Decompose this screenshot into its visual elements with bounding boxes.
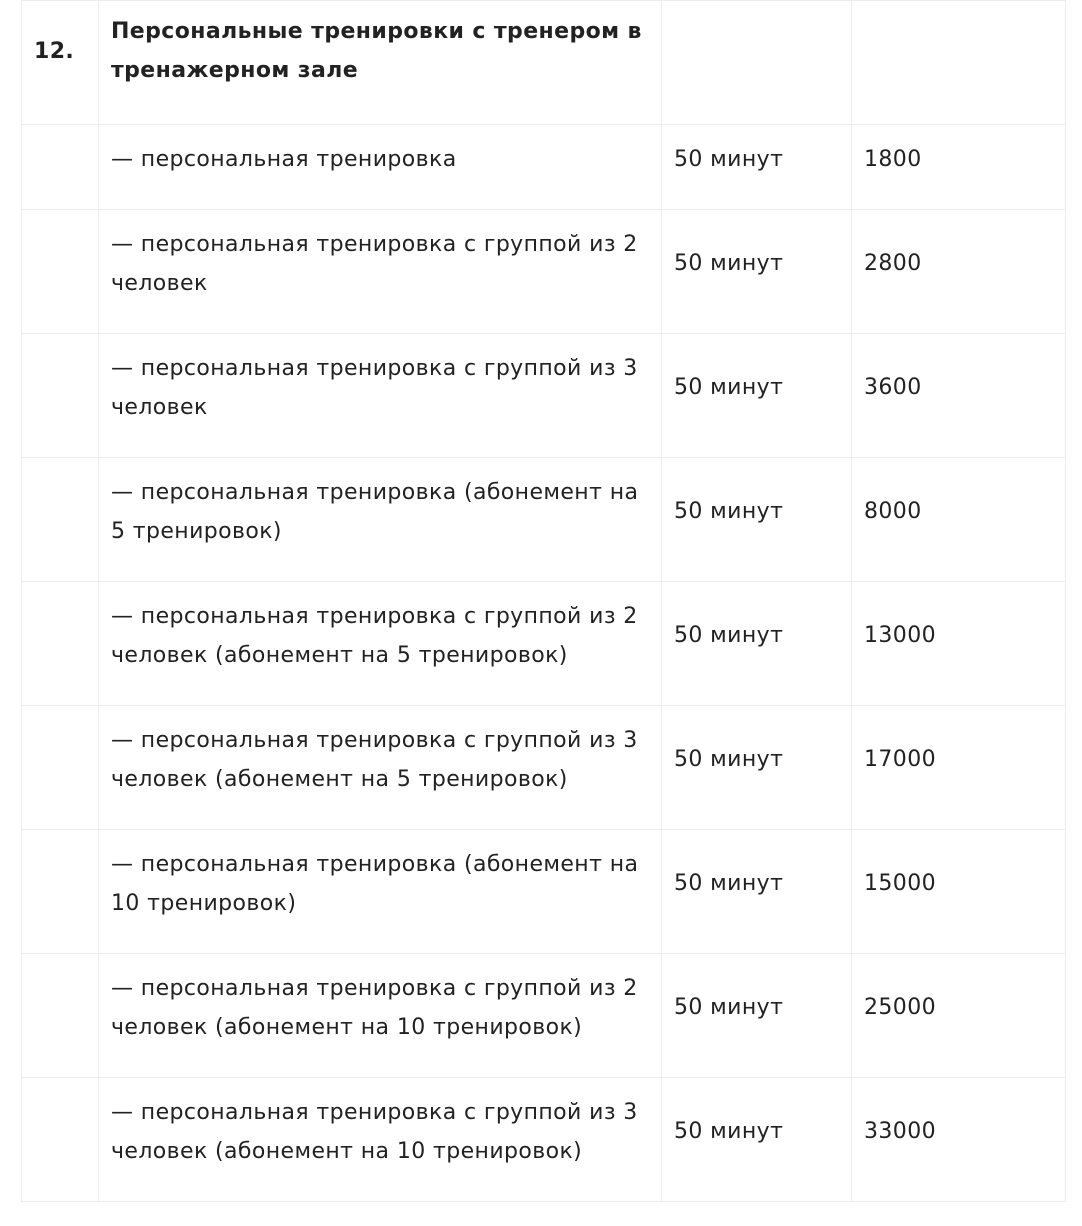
price-table xyxy=(21,0,1066,1202)
service-duration: 50 минут xyxy=(662,954,852,1078)
empty-cell xyxy=(22,1078,99,1202)
service-duration: 50 минут xyxy=(662,1078,852,1202)
table-row xyxy=(22,1078,1066,1202)
empty-cell xyxy=(22,954,99,1078)
service-price: 13000 xyxy=(852,582,1066,706)
service-duration: 50 минут xyxy=(662,830,852,954)
empty-cell xyxy=(22,706,99,830)
empty-cell xyxy=(662,1,852,125)
service-description: — персональная тренировка с группой из 3 человек (абонемент на 5 тренировок) xyxy=(99,706,662,830)
section-header-row xyxy=(22,1,1066,125)
service-price: 25000 xyxy=(852,954,1066,1078)
empty-cell xyxy=(22,334,99,458)
empty-cell xyxy=(22,458,99,582)
service-duration: 50 минут xyxy=(662,582,852,706)
service-duration: 50 минут xyxy=(662,210,852,334)
service-duration: 50 минут xyxy=(662,334,852,458)
table-row xyxy=(22,334,1066,458)
service-price: 1800 xyxy=(852,125,1066,210)
section-number: 12. xyxy=(22,1,99,125)
service-description: — персональная тренировка с группой из 2 человек xyxy=(99,210,662,334)
table-row xyxy=(22,210,1066,334)
table-row xyxy=(22,954,1066,1078)
section-title: Персональные тренировки с тренером в тренажерном зале xyxy=(99,1,662,125)
table-row xyxy=(22,830,1066,954)
table-row xyxy=(22,125,1066,210)
empty-cell xyxy=(22,582,99,706)
table-row xyxy=(22,582,1066,706)
service-duration: 50 минут xyxy=(662,458,852,582)
service-price: 33000 xyxy=(852,1078,1066,1202)
service-description: — персональная тренировка с группой из 3 человек (абонемент на 10 тренировок) xyxy=(99,1078,662,1202)
service-description: — персональная тренировка с группой из 2 человек (абонемент на 5 тренировок) xyxy=(99,582,662,706)
empty-cell xyxy=(22,210,99,334)
service-price: 17000 xyxy=(852,706,1066,830)
empty-cell xyxy=(22,125,99,210)
table-row xyxy=(22,458,1066,582)
service-duration: 50 минут xyxy=(662,125,852,210)
service-description: — персональная тренировка xyxy=(99,125,662,210)
service-description: — персональная тренировка (абонемент на 10 тренировок) xyxy=(99,830,662,954)
service-duration: 50 минут xyxy=(662,706,852,830)
service-price: 3600 xyxy=(852,334,1066,458)
service-price: 2800 xyxy=(852,210,1066,334)
service-price: 8000 xyxy=(852,458,1066,582)
empty-cell xyxy=(852,1,1066,125)
service-price: 15000 xyxy=(852,830,1066,954)
table-row xyxy=(22,706,1066,830)
service-description: — персональная тренировка с группой из 2 человек (абонемент на 10 тренировок) xyxy=(99,954,662,1078)
service-description: — персональная тренировка (абонемент на 5 тренировок) xyxy=(99,458,662,582)
empty-cell xyxy=(22,830,99,954)
service-description: — персональная тренировка с группой из 3 человек xyxy=(99,334,662,458)
